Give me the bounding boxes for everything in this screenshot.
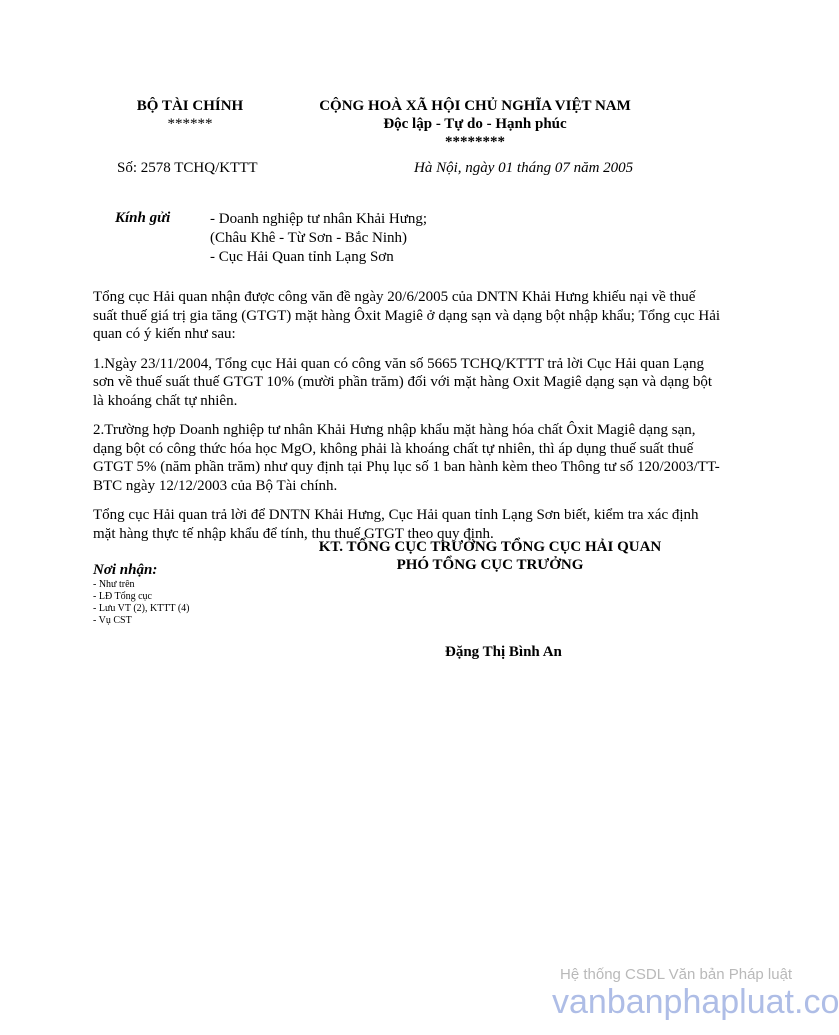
watermark-site: vanbanphapluat.co bbox=[552, 983, 839, 1021]
distribution-item: - LĐ Tổng cục bbox=[93, 591, 152, 602]
distribution-item: - Lưu VT (2), KTTT (4) bbox=[93, 603, 190, 614]
recipient-line: - Doanh nghiệp tư nhân Khải Hưng; bbox=[210, 211, 428, 227]
distribution-item: - Như trên bbox=[93, 579, 135, 590]
signer-name: Đặng Thị Bình An bbox=[445, 644, 562, 660]
motto: Độc lập - Tự do - Hạnh phúc bbox=[383, 116, 567, 132]
body-paragraph: Tổng cục Hải quan nhận được công văn đề ngày 20/6/2005 của DNTN Khải Hưng khiếu nại về thuế suất thuế giá trị gia tăng (GTGT) mặt hàng Ôxit Magiê ở dạng sạn và dạng bột nhập khẩu; Tổng cục Hải quan có ý kiến như sau: bbox=[93, 289, 721, 342]
body-paragraph: Tổng cục Hải quan trả lời để DNTN Khải Hưng, Cục Hải quan tỉnh Lạng Sơn biết, kiểm tra xác định mặt hàng thực tế nhập khẩu để tính, thu thuế GTGT theo quy định. bbox=[93, 507, 699, 542]
document-number: Số: 2578 TCHQ/KTTT bbox=[117, 160, 258, 176]
recipient-line: (Châu Khê - Từ Sơn - Bắc Ninh) bbox=[210, 230, 407, 246]
distribution-title: Nơi nhận: bbox=[93, 562, 158, 578]
agency-header bbox=[120, 97, 260, 133]
national-header bbox=[290, 97, 660, 151]
motto-separator: ******** bbox=[445, 134, 505, 150]
nation-name: CỘNG HOÀ XÃ HỘI CHỦ NGHĨA VIỆT NAM bbox=[319, 98, 631, 114]
recipient-line: - Cục Hải Quan tỉnh Lạng Sơn bbox=[210, 249, 394, 265]
agency-name: BỘ TÀI CHÍNH bbox=[136, 98, 244, 114]
signature-title: KT. TỔNG CỤC TRƯỞNG TỔNG CỤC HẢI QUAN bbox=[318, 539, 662, 555]
body-paragraph: 1.Ngày 23/11/2004, Tổng cục Hải quan có công văn số 5665 TCHQ/KTTT trả lời Cục Hải quan Lạng sơn về thuế suất thuế GTGT 10% (mười phần trăm) đối với mặt hàng Oxit Magiê dạng sạn và dạng bột là khoáng chất tự nhiên. bbox=[93, 355, 713, 409]
distribution-item: - Vụ CST bbox=[93, 615, 132, 626]
signature-subtitle: PHÓ TỔNG CỤC TRƯỞNG bbox=[396, 557, 584, 573]
recipients-list bbox=[210, 210, 427, 267]
recipients-label: Kính gửi bbox=[115, 210, 171, 226]
date-line: Hà Nội, ngày 01 tháng 07 năm 2005 bbox=[414, 160, 634, 176]
signature-block bbox=[290, 538, 690, 574]
document-body bbox=[93, 288, 723, 554]
distribution-list bbox=[93, 562, 190, 627]
body-paragraph: 2.Trường hợp Doanh nghiệp tư nhân Khải Hưng nhập khẩu mặt hàng hóa chất Ôxit Magiê dạng sạn, dạng bột có công thức hóa học MgO, không phải là khoáng chất tự nhiên, thì áp dụng thuế suất thuế GTGT 5% (năm phần trăm) như quy định tại Phụ lục số 1 ban hành kèm theo Thông tư số 120/2003/TT-BTC ngày 12/12/2003 của Bộ Tài chính. bbox=[93, 422, 720, 494]
watermark-caption: Hệ thống CSDL Văn bản Pháp luật bbox=[560, 966, 793, 983]
agency-separator: ****** bbox=[167, 116, 213, 132]
